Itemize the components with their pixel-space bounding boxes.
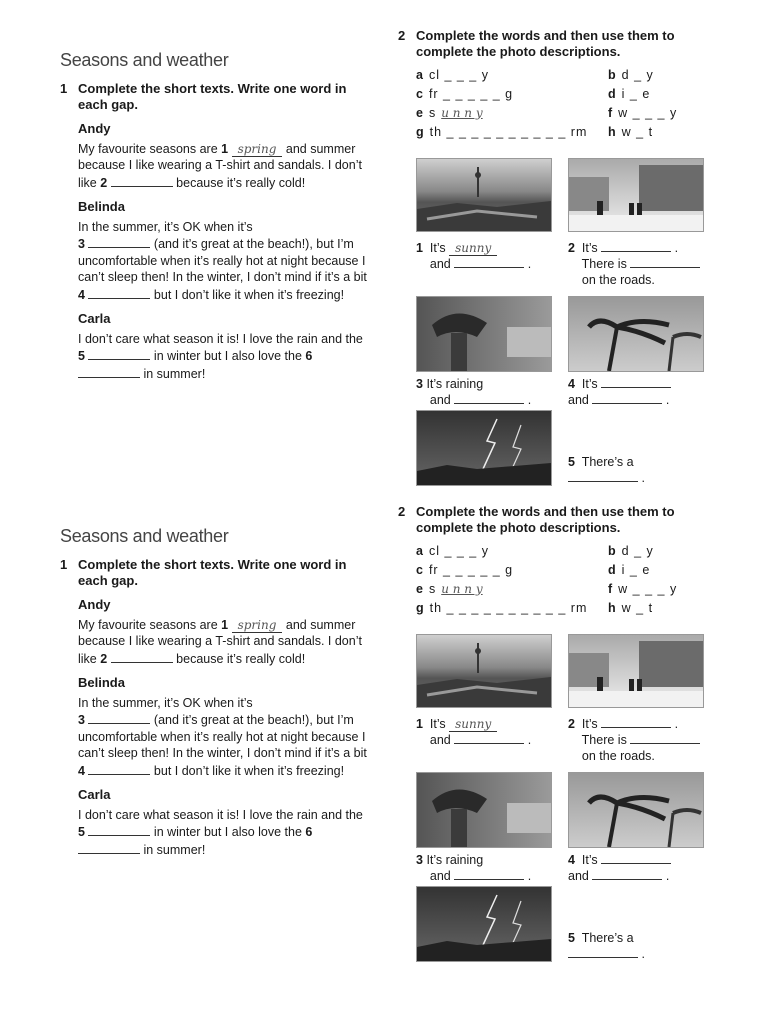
photo-sunny-city: [416, 158, 552, 232]
answer-line[interactable]: [454, 732, 524, 744]
word-list: [416, 68, 708, 140]
word-h[interactable]: h w _ t: [608, 601, 654, 615]
caption-1: 1 It’s sunny and .: [416, 241, 532, 271]
word-list: [416, 544, 708, 616]
caption-3: 3 It’s raining and .: [416, 853, 532, 883]
example-answer: spring: [232, 618, 283, 633]
answer-line[interactable]: [454, 256, 524, 268]
worksheet-copy-top: [0, 28, 768, 508]
text-andy: My favourite seasons are 1 spring and summer because I like wearing a T-shirt and sandals. I don’t like 2 because it’s really cold!: [78, 617, 362, 666]
word-a[interactable]: a cl _ _ _ y: [416, 68, 489, 82]
exercise-2-column: [398, 504, 708, 961]
caption-2: 2 It’s . There is on the roads.: [568, 240, 700, 288]
example-answer-2: sunny: [449, 717, 497, 732]
exercise-1-body: [78, 597, 370, 858]
photo-rain-umbrella: [416, 296, 552, 372]
caption-1: 1 It’s sunny and .: [416, 717, 532, 747]
section-title: Seasons and weather: [60, 50, 229, 70]
text-carla: I don’t care what season it is! I love the rain and the 5 in winter but I also love the 6 in summer!: [78, 331, 363, 381]
gap-4[interactable]: [88, 286, 150, 299]
gap-3[interactable]: [88, 711, 150, 724]
exercise-1-column: [60, 504, 370, 858]
photo-windy-palms: [568, 296, 704, 372]
photo-windy-palms: [568, 772, 704, 848]
gap-2[interactable]: [111, 650, 173, 663]
word-f[interactable]: f w _ _ _ y: [608, 582, 678, 596]
word-c[interactable]: c fr _ _ _ _ _ g: [416, 87, 514, 101]
gap-5[interactable]: [88, 823, 150, 836]
example-answer: spring: [232, 142, 283, 157]
name-belinda: Belinda: [78, 675, 125, 690]
name-carla: Carla: [78, 311, 111, 326]
text-andy: My favourite seasons are 1 spring and summer because I like wearing a T-shirt and sandals. I don’t like 2 because it’s really cold!: [78, 141, 362, 190]
caption-5: 5 There’s a .: [568, 455, 645, 485]
photo-icy-street: [568, 634, 704, 708]
word-c[interactable]: c fr _ _ _ _ _ g: [416, 563, 514, 577]
exercise-2-column: [398, 28, 708, 485]
name-carla: Carla: [78, 787, 111, 802]
word-b[interactable]: b d _ y: [608, 68, 654, 82]
example-answer-2: sunny: [449, 241, 497, 256]
word-e[interactable]: e s u n n y: [416, 106, 489, 120]
word-g[interactable]: g th _ _ _ _ _ _ _ _ _ _ rm: [416, 125, 588, 139]
gap-5[interactable]: [88, 347, 150, 360]
caption-2: 2 It’s . There is on the roads.: [568, 716, 700, 764]
caption-4: 4 It’s and .: [568, 377, 670, 407]
word-e[interactable]: e s u n n y: [416, 582, 489, 596]
gap-2[interactable]: [111, 174, 173, 187]
name-belinda: Belinda: [78, 199, 125, 214]
example-letters: u n n y: [441, 106, 483, 120]
text-carla: I don’t care what season it is! I love the rain and the 5 in winter but I also love the 6 in summer!: [78, 807, 363, 857]
word-h[interactable]: h w _ t: [608, 125, 654, 139]
word-b[interactable]: b d _ y: [608, 544, 654, 558]
gap-4[interactable]: [88, 762, 150, 775]
example-letters: u n n y: [441, 582, 483, 596]
worksheet-copy-bottom: [0, 504, 768, 984]
exercise-1-heading: 1 Complete the short texts. Write one word in each gap.: [60, 557, 347, 588]
photo-thunderstorm: [416, 410, 552, 486]
caption-5: 5 There’s a .: [568, 931, 645, 961]
gap-6[interactable]: [78, 365, 140, 378]
exercise-1-heading: 1 Complete the short texts. Write one word in each gap.: [60, 81, 347, 112]
name-andy: Andy: [78, 597, 111, 612]
text-belinda: In the summer, it’s OK when it’s 3 (and it’s great at the beach!), but I’m uncomfortable when it’s really hot at night because I can’t sleep then! In the winter, I don’t mind if it’s a bit 4 but I don’t like it when it’s freezing!: [78, 695, 367, 778]
word-d[interactable]: d i _ e: [608, 563, 651, 577]
exercise-2-heading: 2 Complete the words and then use them to complete the photo descriptions.: [398, 504, 675, 535]
exercise-2-heading: 2 Complete the words and then use them to complete the photo descriptions.: [398, 28, 675, 59]
photo-thunderstorm: [416, 886, 552, 962]
gap-6[interactable]: [78, 841, 140, 854]
name-andy: Andy: [78, 121, 111, 136]
word-f[interactable]: f w _ _ _ y: [608, 106, 678, 120]
word-a[interactable]: a cl _ _ _ y: [416, 544, 489, 558]
caption-4: 4 It’s and .: [568, 853, 670, 883]
caption-3: 3 It’s raining and .: [416, 377, 532, 407]
photo-sunny-city: [416, 634, 552, 708]
photo-icy-street: [568, 158, 704, 232]
section-title: Seasons and weather: [60, 526, 229, 546]
gap-3[interactable]: [88, 235, 150, 248]
word-d[interactable]: d i _ e: [608, 87, 651, 101]
text-belinda: In the summer, it’s OK when it’s 3 (and it’s great at the beach!), but I’m uncomfortable when it’s really hot at night because I can’t sleep then! In the winter, I don’t mind if it’s a bit 4 but I don’t like it when it’s freezing!: [78, 219, 367, 302]
photo-rain-umbrella: [416, 772, 552, 848]
exercise-1-body: [78, 121, 370, 382]
exercise-1-column: [60, 28, 370, 382]
word-g[interactable]: g th _ _ _ _ _ _ _ _ _ _ rm: [416, 601, 588, 615]
